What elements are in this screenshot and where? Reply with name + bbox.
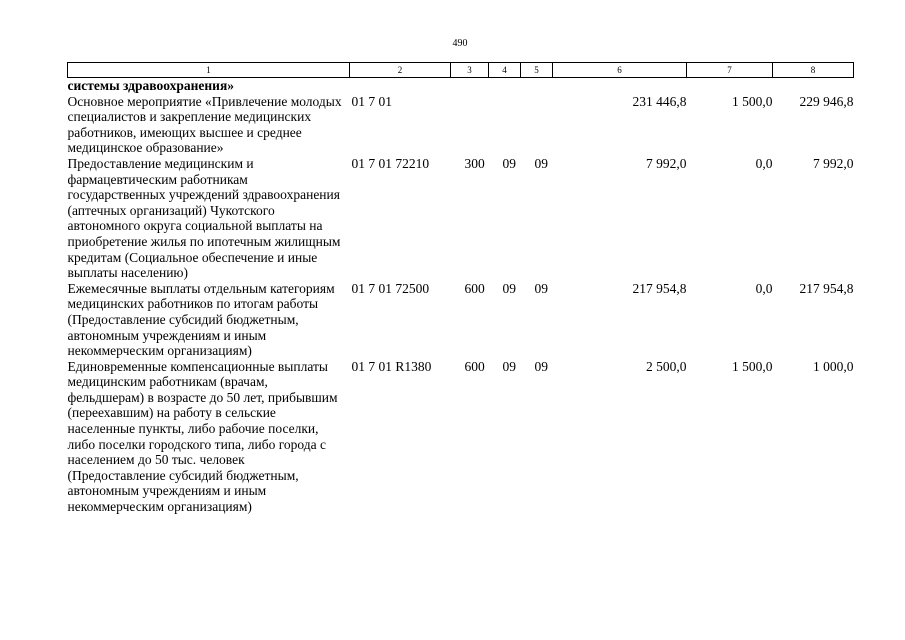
row-pr: 09 bbox=[534, 358, 548, 374]
row-fed: 1 500,0 bbox=[732, 93, 773, 109]
header-col-2: 2 bbox=[350, 63, 451, 78]
row-code: 01 7 01 72210 bbox=[351, 155, 430, 171]
row-pr bbox=[521, 94, 553, 156]
row-fed: 1 500,0 bbox=[732, 358, 773, 374]
row-vr: 600 bbox=[464, 358, 485, 374]
row-pr: 09 bbox=[534, 155, 548, 171]
table-row bbox=[68, 281, 854, 359]
row-okrug: 1 000,0 bbox=[813, 358, 854, 374]
row-rz: 09 bbox=[502, 155, 516, 171]
row-total: 7 992,0 bbox=[646, 155, 687, 171]
row-name: Единовременные компенсационные выплаты медицинским работникам (врачам, фельдшерам) в возрасте до 50 лет, прибывшим (переехавшим) на работу в сельские населенные пункты, либо рабочие поселки, либо поселки городского типа, либо города с населением до 50 тыс. человек (Предоставление субсидий бюджетным, автономным учреждениям и иным некоммерческим организациям) bbox=[67, 358, 338, 515]
page-number: 490 bbox=[452, 38, 468, 49]
row-code: 01 7 01 bbox=[351, 93, 392, 109]
row-rz: 09 bbox=[502, 280, 516, 296]
continuation-row bbox=[68, 78, 854, 94]
row-code: 01 7 01 R1380 bbox=[351, 358, 432, 374]
row-fed: 0,0 bbox=[755, 155, 773, 171]
table-row bbox=[68, 156, 854, 281]
header-col-7: 7 bbox=[687, 63, 773, 78]
row-code: 01 7 01 72500 bbox=[351, 280, 430, 296]
row-total: 217 954,8 bbox=[632, 280, 687, 296]
budget-table bbox=[67, 62, 854, 515]
row-name: Предоставление медицинским и фармацевтическим работникам государственных учреждений здравоохранения (аптечных организаций) Чукотского автономного округа социальной выплаты на приобретение жилья по ипотечным жилищным кредитам (Социальное обеспечение и иные выплаты населению) bbox=[67, 155, 341, 281]
row-vr: 300 bbox=[464, 155, 485, 171]
header-col-5: 5 bbox=[521, 63, 553, 78]
header-col-3: 3 bbox=[451, 63, 489, 78]
row-pr: 09 bbox=[534, 280, 548, 296]
header-col-8: 8 bbox=[773, 63, 854, 78]
row-name: Основное мероприятие «Привлечение молодых специалистов и закрепление медицинских работников, имеющих высшее и среднее медицинское образование» bbox=[67, 93, 342, 156]
row-okrug: 217 954,8 bbox=[799, 280, 854, 296]
row-vr bbox=[451, 94, 489, 156]
row-total: 231 446,8 bbox=[632, 93, 687, 109]
row-vr: 600 bbox=[464, 280, 485, 296]
continuation-text: системы здравоохранения» bbox=[67, 78, 235, 93]
table-row bbox=[68, 359, 854, 515]
row-name: Ежемесячные выплаты отдельным категориям медицинских работников по итогам работы (Предоставление субсидий бюджетным, автономным учреждениям и иным некоммерческим организациям) bbox=[67, 280, 335, 359]
header-col-6: 6 bbox=[553, 63, 687, 78]
row-okrug: 229 946,8 bbox=[799, 93, 854, 109]
header-col-1: 1 bbox=[68, 63, 350, 78]
row-okrug: 7 992,0 bbox=[813, 155, 854, 171]
row-rz bbox=[489, 94, 521, 156]
row-total: 2 500,0 bbox=[646, 358, 687, 374]
header-col-4: 4 bbox=[489, 63, 521, 78]
row-rz: 09 bbox=[502, 358, 516, 374]
header-row bbox=[68, 63, 854, 78]
row-fed: 0,0 bbox=[755, 280, 773, 296]
table-row bbox=[68, 94, 854, 156]
